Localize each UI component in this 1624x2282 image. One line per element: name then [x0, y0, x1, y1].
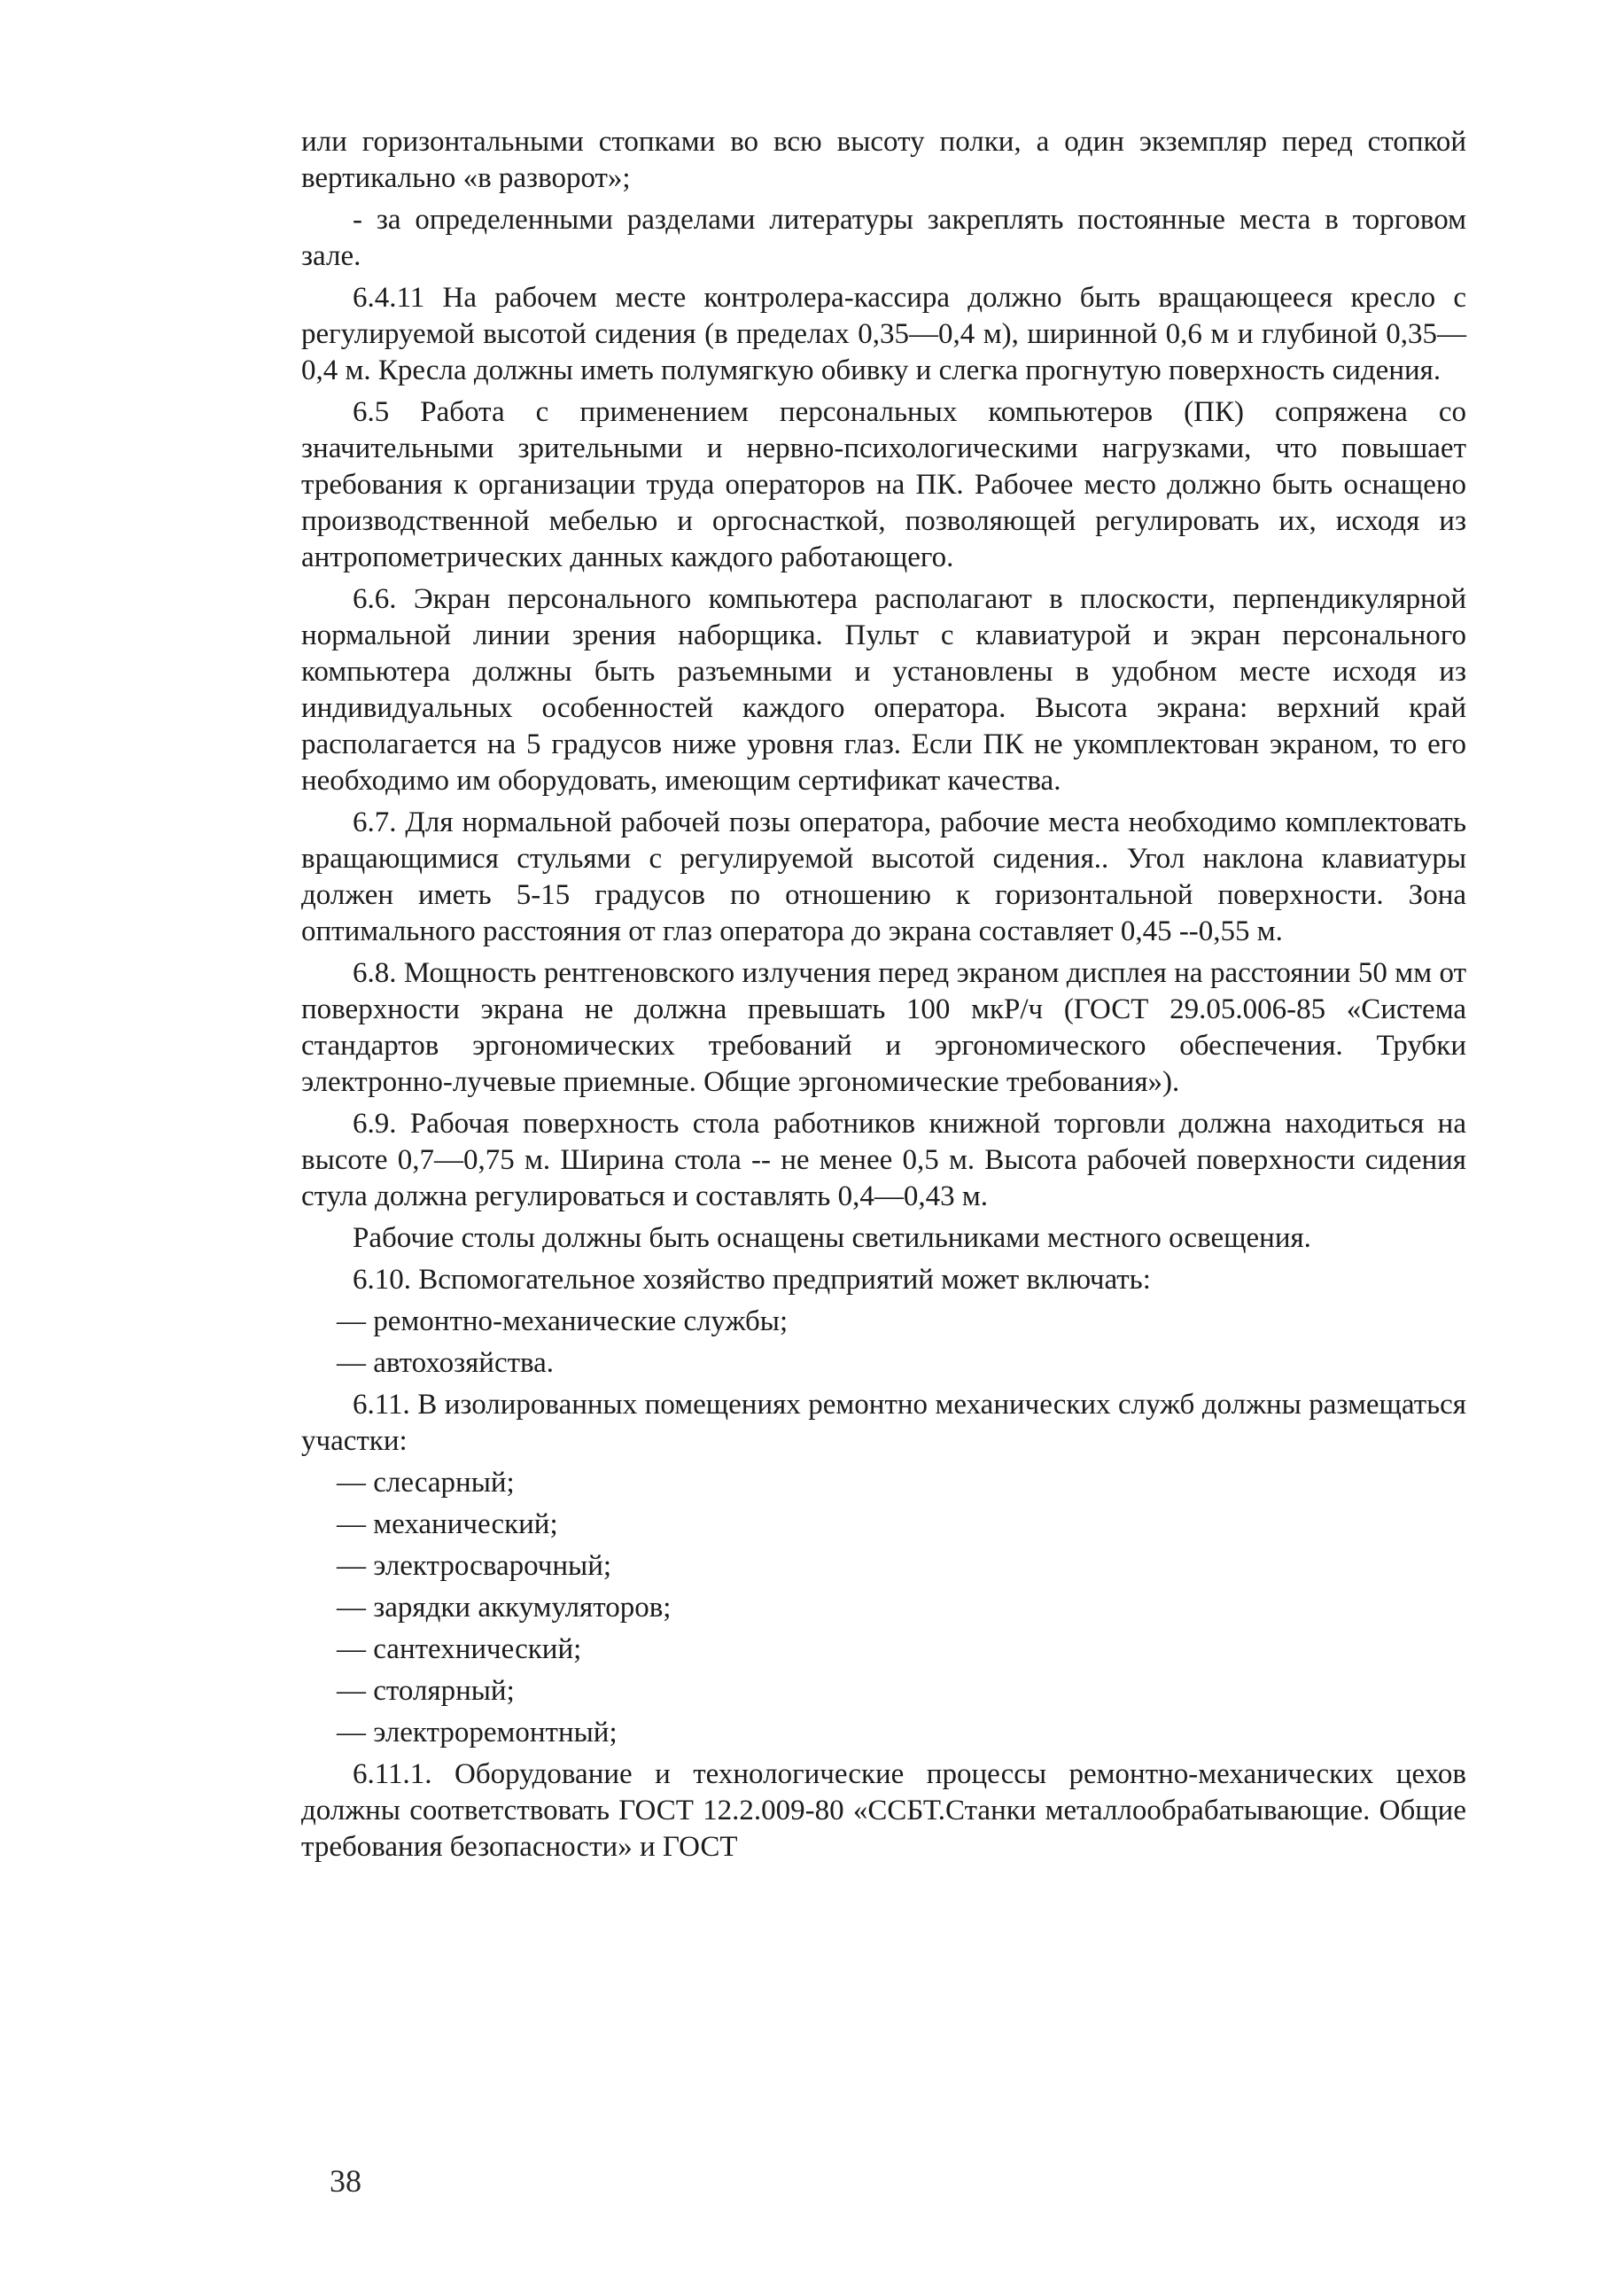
list-item: — механический;	[337, 1508, 558, 1540]
paragraph-6-5: 6.5 Работа с применением персональных компьютеров (ПК) сопряжена со значительными зрительными и нервно-психологическими нагрузками, что повышает требования к организации труда операторов на ПК. Рабочее место должно быть оснащено производственной мебелью и оргоснасткой, позволяющей регулировать их, исходя из антропометрических данных каждого работающего.	[301, 396, 1466, 573]
paragraph-desk-lamps: Рабочие столы должны быть оснащены светильниками местного освещения.	[353, 1222, 1311, 1254]
list-item: — столярный;	[337, 1675, 515, 1707]
document-page	[301, 124, 1466, 1871]
paragraph-6-7: 6.7. Для нормальной рабочей позы оператора, рабочие места необходимо комплектовать вращающимися стульями с регулируемой высотой сидения.. Угол наклона клавиатуры должен иметь 5-15 градусов по отношению к горизонтальной поверхности. Зона оптимального расстояния от глаз оператора до экрана составляет 0,45 --0,55 м.	[301, 806, 1466, 947]
paragraph-continuation: или горизонтальными стопками во всю высоту полки, а один экземпляр перед стопкой вертикально «в разворот»;	[301, 126, 1466, 194]
list-item: — сантехнический;	[337, 1633, 582, 1665]
list-item: — слесарный;	[337, 1467, 515, 1499]
page-number: 38	[330, 2163, 361, 2199]
list-item: — электроремонтный;	[337, 1717, 618, 1748]
list-item: — зарядки аккумуляторов;	[337, 1592, 672, 1624]
paragraph-6-11-1: 6.11.1. Оборудование и технологические процессы ремонтно-механических цехов должны соответствовать ГОСТ 12.2.009-80 «ССБТ.Станки металлообрабатывающие. Общие требования безопасности» и ГОСТ	[301, 1758, 1466, 1863]
paragraph-6-4-11: 6.4.11 На рабочем месте контролера-кассира должно быть вращающееся кресло с регулируемой высотой сидения (в пределах 0,35—0,4 м), ширинной 0,6 м и глубиной 0,35—0,4 м. Кресла должны иметь полумягкую обивку и слегка прогнутую поверхность сидения.	[301, 282, 1466, 386]
paragraph-6-11: 6.11. В изолированных помещениях ремонтно механических служб должны размещаться участки:	[301, 1389, 1466, 1457]
list-item: — автохозяйства.	[337, 1347, 555, 1379]
paragraph-shelf-places: - за определенными разделами литературы закреплять постоянные места в торговом зале.	[301, 204, 1466, 272]
list-item: — электросварочный;	[337, 1550, 612, 1582]
paragraph-6-9: 6.9. Рабочая поверхность стола работников книжной торговли должна находиться на высоте 0,7—0,75 м. Ширина стола -- не менее 0,5 м. Высота рабочей поверхности сидения стула должна регулироваться и составлять 0,4—0,43 м.	[301, 1108, 1466, 1212]
paragraph-6-10: 6.10. Вспомогательное хозяйство предприятий может включать:	[353, 1264, 1151, 1296]
list-item: — ремонтно-механические службы;	[337, 1305, 789, 1337]
paragraph-6-6: 6.6. Экран персонального компьютера располагают в плоскости, перпендикулярной нормальной линии зрения наборщика. Пульт с клавиатурой и экран персонального компьютера должны быть разъемными и установлены в удобном месте исходя из индивидуальных особенностей каждого оператора. Высота экрана: верхний край располагается на 5 градусов ниже уровня глаз. Если ПК не укомплектован экраном, то его необходимо им оборудовать, имеющим сертификат качества.	[301, 583, 1466, 797]
paragraph-6-8: 6.8. Мощность рентгеновского излучения перед экраном дисплея на расстоянии 50 мм от поверхности экрана не должна превышать 100 мкР/ч (ГОСТ 29.05.006-85 «Система стандартов эргономических требований и эргономического обеспечения. Трубки электронно-лучевые приемные. Общие эргономические требования»).	[301, 957, 1466, 1098]
